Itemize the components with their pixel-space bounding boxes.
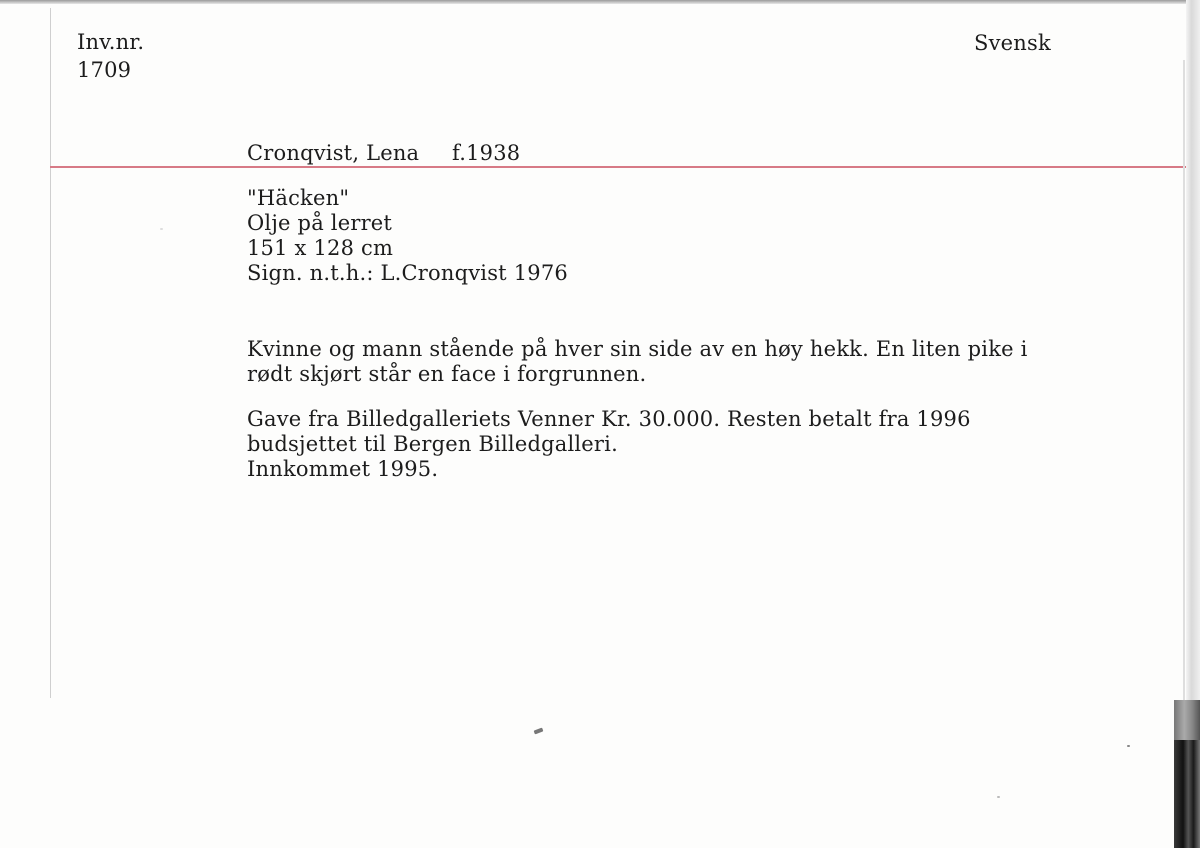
work-medium: Olje på lerret (247, 211, 393, 235)
description-line: Kvinne og mann stående på hver sin side av en høy hekk. En liten pike i (247, 337, 1028, 361)
acquisition-note (247, 407, 971, 482)
paper-speck (160, 228, 163, 230)
acquisition-line: Gave fra Billedgalleriets Venner Kr. 30.000. Resten betalt fra 1996 (247, 407, 971, 431)
artist-name: Cronqvist, Lena (247, 141, 420, 165)
inventory-label: Inv.nr. (77, 30, 145, 54)
acquisition-line: budsjettet til Bergen Billedgalleri. (247, 432, 618, 456)
work-dimensions: 151 x 128 cm (247, 236, 394, 260)
binding-strip-top (1174, 700, 1200, 740)
left-margin-rule (50, 8, 51, 698)
card-top-edge (0, 0, 1200, 4)
work-title: "Häcken" (247, 186, 350, 210)
paper-speck (1127, 745, 1130, 747)
work-details (247, 186, 568, 286)
paper-speck (997, 796, 1000, 798)
description-line: rødt skjørt står en face i forgrunnen. (247, 362, 647, 386)
work-description (247, 337, 1028, 387)
artist-birth-year: f.1938 (452, 141, 521, 165)
card-right-edge-line (1183, 60, 1185, 700)
paper-speck (534, 728, 544, 735)
language-label: Svensk (974, 31, 1051, 55)
acquisition-line: Innkommet 1995. (247, 457, 439, 481)
work-signature: Sign. n.t.h.: L.Cronqvist 1976 (247, 261, 568, 285)
header-rule (50, 166, 1192, 168)
inventory-number: 1709 (77, 58, 132, 82)
